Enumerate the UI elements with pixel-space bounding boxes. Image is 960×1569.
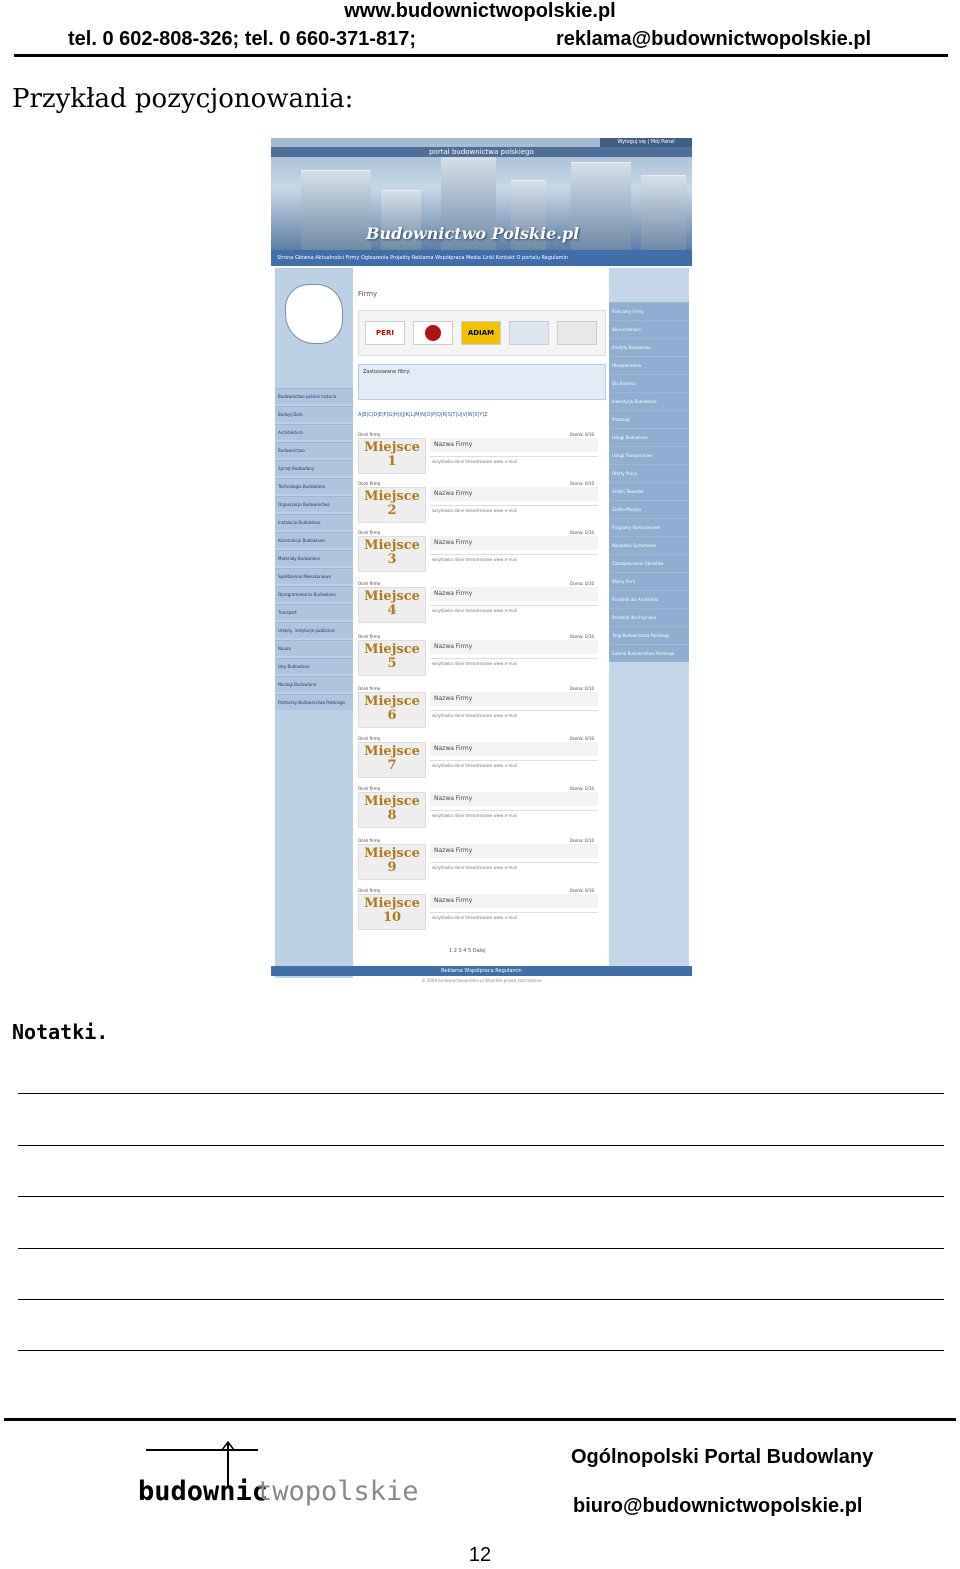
entry-place xyxy=(358,438,426,474)
header-site-url[interactable]: www.budownictwopolskie.pl xyxy=(344,0,616,22)
note-line xyxy=(18,1350,944,1351)
entry-score: Ocena: 0/10 xyxy=(569,634,594,639)
entry-rate-label: Oceń firmę xyxy=(358,686,381,691)
entry-score: Ocena: 0/10 xyxy=(569,786,594,791)
screenshot-left-menu-item: Budownictwo xyxy=(275,442,353,458)
screenshot-left-menu-item: Architektura xyxy=(275,424,353,440)
entry-place-number: 4 xyxy=(387,603,397,618)
entry-place-word: Miejsce xyxy=(364,896,420,911)
screenshot-main xyxy=(356,268,608,970)
entry-place-number: 1 xyxy=(387,454,397,469)
entry-score: Ocena: 0/10 xyxy=(569,530,594,535)
screenshot-left-menu-item: Oprogramowanie Budowlane xyxy=(275,586,353,602)
logo-adiam: ADIAM xyxy=(461,321,501,345)
filter-label: Zastosowane filtry: xyxy=(363,369,411,375)
screenshot-right-menu-item: Zabezpieczenia Obiektów xyxy=(609,554,689,572)
entry-place xyxy=(358,587,426,623)
entry-place-number: 10 xyxy=(382,910,402,925)
screenshot-pager: 1 2 3 4 5 Dalej xyxy=(449,948,486,954)
svg-text:twopolskie: twopolskie xyxy=(256,1476,419,1507)
entry-rate-label: Oceń firmę xyxy=(358,530,381,535)
entry-rate-label: Oceń firmę xyxy=(358,736,381,741)
entry-place xyxy=(358,640,426,676)
entry-place-number: 7 xyxy=(387,758,397,773)
footer-email[interactable]: biuro@budownictwopolskie.pl xyxy=(573,1495,863,1517)
note-line xyxy=(18,1248,944,1249)
entry-score: Ocena: 0/10 xyxy=(569,481,594,486)
entry-links: wizytówka dane teleadresowe www e-mail xyxy=(430,862,598,872)
footer-logo xyxy=(138,1440,419,1507)
screenshot-right-menu-item: Usługi Transportowe xyxy=(609,446,689,464)
screenshot-left-menu-item: Partnerzy Budownictwa Polskiego xyxy=(275,694,353,710)
screenshot-right-menu-item: Wzory Pism xyxy=(609,572,689,590)
entry-links: wizytówka dane teleadresowe www e-mail xyxy=(430,810,598,820)
entry-rate-label: Oceń firmę xyxy=(358,481,381,486)
logo-company-4 xyxy=(509,321,549,345)
screenshot-left-menu-item: Budownictwo polskie historia xyxy=(275,388,353,404)
screenshot-right-column xyxy=(609,268,689,970)
entry-score: Ocena: 0/10 xyxy=(569,736,594,741)
screenshot-right-menu-item: Narzędzia Systemowe xyxy=(609,536,689,554)
screenshot-left-menu-item: Materiały Budowlane xyxy=(275,550,353,566)
entry-place xyxy=(358,792,426,828)
screenshot-nav: Strona Główna Aktualności Firmy Ogłoszenia Projekty Reklama Współpraca Media Linki Kontakt O portalu Regulamin xyxy=(271,250,692,266)
entry-links: wizytówka dane teleadresowe www e-mail xyxy=(430,554,598,564)
page-heading: Przykład pozycjonowania: xyxy=(12,84,354,114)
entry-place-word: Miejsce xyxy=(364,794,420,809)
entry-company-name: Nazwa Firmy xyxy=(430,587,598,601)
company-entry xyxy=(358,634,598,682)
screenshot-right-menu-item: Giełda Towarów xyxy=(609,482,689,500)
screenshot-right-menu-item: Polecamy Firmy xyxy=(609,302,689,320)
company-entry xyxy=(358,786,598,834)
entry-links: wizytówka dane teleadresowe www e-mail xyxy=(430,605,598,615)
footer-portal-name: Ogólnopolski Portal Budowlany xyxy=(571,1446,874,1468)
screenshot-copyright: © 2009 budownictwopolskie.pl Wszelkie prawa zastrzeżone xyxy=(421,978,542,983)
entry-place-word: Miejsce xyxy=(364,642,420,657)
entry-company-name: Nazwa Firmy xyxy=(430,742,598,756)
footer-divider xyxy=(4,1418,956,1421)
entry-place-number: 9 xyxy=(387,860,397,875)
entry-place-number: 5 xyxy=(387,656,397,671)
entry-place-word: Miejsce xyxy=(364,694,420,709)
screenshot-right-menu-item: Dla Biznesu xyxy=(609,374,689,392)
entry-place-number: 6 xyxy=(387,708,397,723)
entry-company-name: Nazwa Firmy xyxy=(430,894,598,908)
screenshot-left-menu-item: Transport xyxy=(275,604,353,620)
screenshot-left-menu-item: Noclegi Budowlane xyxy=(275,676,353,692)
entry-score: Ocena: 0/10 xyxy=(569,888,594,893)
entry-place xyxy=(358,742,426,778)
note-line xyxy=(18,1299,944,1300)
entry-place xyxy=(358,894,426,930)
entry-score: Ocena: 0/10 xyxy=(569,686,594,691)
entry-links: wizytówka dane teleadresowe www e-mail xyxy=(430,710,598,720)
website-screenshot xyxy=(271,138,692,994)
entry-links: wizytówka dane teleadresowe www e-mail xyxy=(430,505,598,515)
screenshot-right-menu-item: Poradnik dla Inżyniera xyxy=(609,608,689,626)
header-divider xyxy=(14,54,948,57)
screenshot-login-links: Wyloguj się | Mój Panel xyxy=(600,138,692,147)
screenshot-right-menu-item: Usługi Budowlane xyxy=(609,428,689,446)
screenshot-right-menu-item: Przetargi xyxy=(609,410,689,428)
header-email[interactable]: reklama@budownictwopolskie.pl xyxy=(556,28,872,50)
screenshot-right-menu-item: Galeria Budownictwa Polskiego xyxy=(609,644,689,662)
entry-rate-label: Oceń firmę xyxy=(358,634,381,639)
entry-rate-label: Oceń firmę xyxy=(358,838,381,843)
entry-place xyxy=(358,536,426,572)
screenshot-right-menu-item: Targi Budownictwa Polskiego xyxy=(609,626,689,644)
entry-score: Ocena: 0/10 xyxy=(569,432,594,437)
screenshot-section-title: Firmy xyxy=(358,290,378,298)
screenshot-left-menu-item: Izby Budowlane xyxy=(275,658,353,674)
screenshot-right-menu-item: Oferty Pracy xyxy=(609,464,689,482)
entry-rate-label: Oceń firmę xyxy=(358,581,381,586)
logo-company-5 xyxy=(557,321,597,345)
entry-place xyxy=(358,844,426,880)
screenshot-right-menu-item: Kredyty Budowlane xyxy=(609,338,689,356)
company-entry xyxy=(358,736,598,784)
screenshot-left-menu-item: Spółdzielnie Mieszkaniowe xyxy=(275,568,353,584)
screenshot-left-menu-item: Technologia Budowlana xyxy=(275,478,353,494)
note-line xyxy=(18,1145,944,1146)
screenshot-right-menu-item: Inwestycje Budowlane xyxy=(609,392,689,410)
entry-place xyxy=(358,487,426,523)
entry-rate-label: Oceń firmę xyxy=(358,888,381,893)
entry-place-word: Miejsce xyxy=(364,589,420,604)
screenshot-left-menu-item: Nauka xyxy=(275,640,353,656)
notes-title: Notatki. xyxy=(12,1020,109,1044)
entry-company-name: Nazwa Firmy xyxy=(430,536,598,550)
entry-company-name: Nazwa Firmy xyxy=(430,692,598,706)
entry-company-name: Nazwa Firmy xyxy=(430,640,598,654)
company-entry xyxy=(358,581,598,629)
screenshot-left-menu-item: Konstrukcje Budowlane xyxy=(275,532,353,548)
entry-place-word: Miejsce xyxy=(364,489,420,504)
company-entry xyxy=(358,686,598,734)
screenshot-left-menu-item: Sprzęt Budowlany xyxy=(275,460,353,476)
entry-score: Ocena: 0/10 xyxy=(569,581,594,586)
header-phones: tel. 0 602-808-326; tel. 0 660-371-817; xyxy=(68,28,416,50)
company-entry xyxy=(358,432,598,480)
company-entry xyxy=(358,888,598,936)
entry-links: wizytówka dane teleadresowe www e-mail xyxy=(430,912,598,922)
svg-text:budownic: budownic xyxy=(138,1476,269,1507)
screenshot-alphabet: A|B|C|D|E|F|G|H|I|J|K|L|M|N|O|P|Q|R|S|T|U|V|W|X|Y|Z xyxy=(358,412,488,418)
entry-company-name: Nazwa Firmy xyxy=(430,487,598,501)
page-number: 12 xyxy=(468,1544,492,1566)
company-entry xyxy=(358,530,598,578)
screenshot-left-menu-item: Organizacja Budownictwa xyxy=(275,496,353,512)
screenshot-filter-box xyxy=(358,364,606,400)
screenshot-top-title: portal budownictwa polskiego xyxy=(271,147,692,157)
screenshot-right-menu-item: Nieruchomości xyxy=(609,320,689,338)
screenshot-right-menu-item: Programy Komputerowe xyxy=(609,518,689,536)
note-line xyxy=(18,1093,944,1094)
logo-peri: PERI xyxy=(365,321,405,345)
entry-links: wizytówka dane teleadresowe www e-mail xyxy=(430,456,598,466)
entry-company-name: Nazwa Firmy xyxy=(430,438,598,452)
screenshot-left-menu-item: Instalacje Budowlane xyxy=(275,514,353,530)
entry-place xyxy=(358,692,426,728)
entry-links: wizytówka dane teleadresowe www e-mail xyxy=(430,760,598,770)
entry-place-number: 3 xyxy=(387,552,397,567)
screenshot-company-logos xyxy=(358,310,606,356)
screenshot-footer-links: Reklama Współpraca Regulamin xyxy=(271,966,692,976)
entry-place-word: Miejsce xyxy=(364,744,420,759)
company-entry xyxy=(358,838,598,886)
entry-company-name: Nazwa Firmy xyxy=(430,844,598,858)
entry-score: Ocena: 0/10 xyxy=(569,838,594,843)
screenshot-right-menu-item: Ubezpieczenia xyxy=(609,356,689,374)
logo-company-2 xyxy=(413,321,453,345)
poland-map-icon xyxy=(285,284,343,344)
entry-rate-label: Oceń firmę xyxy=(358,432,381,437)
screenshot-left-menu-item: Buduję Dom xyxy=(275,406,353,422)
entry-place-word: Miejsce xyxy=(364,440,420,455)
screenshot-right-menu-item: Poradnik dla Architekta xyxy=(609,590,689,608)
screenshot-left-menu-item: Urzędy, instytucje publiczne xyxy=(275,622,353,638)
screenshot-logo: Budownictwo Polskie.pl xyxy=(366,224,580,243)
company-entry xyxy=(358,481,598,529)
screenshot-left-column xyxy=(275,268,353,978)
entry-place-number: 8 xyxy=(387,808,397,823)
entry-place-number: 2 xyxy=(387,503,397,518)
note-line xyxy=(18,1196,944,1197)
entry-place-word: Miejsce xyxy=(364,846,420,861)
entry-rate-label: Oceń firmę xyxy=(358,786,381,791)
screenshot-right-menu-item: Giełda Maszyn xyxy=(609,500,689,518)
entry-company-name: Nazwa Firmy xyxy=(430,792,598,806)
entry-links: wizytówka dane teleadresowe www e-mail xyxy=(430,658,598,668)
entry-place-word: Miejsce xyxy=(364,538,420,553)
